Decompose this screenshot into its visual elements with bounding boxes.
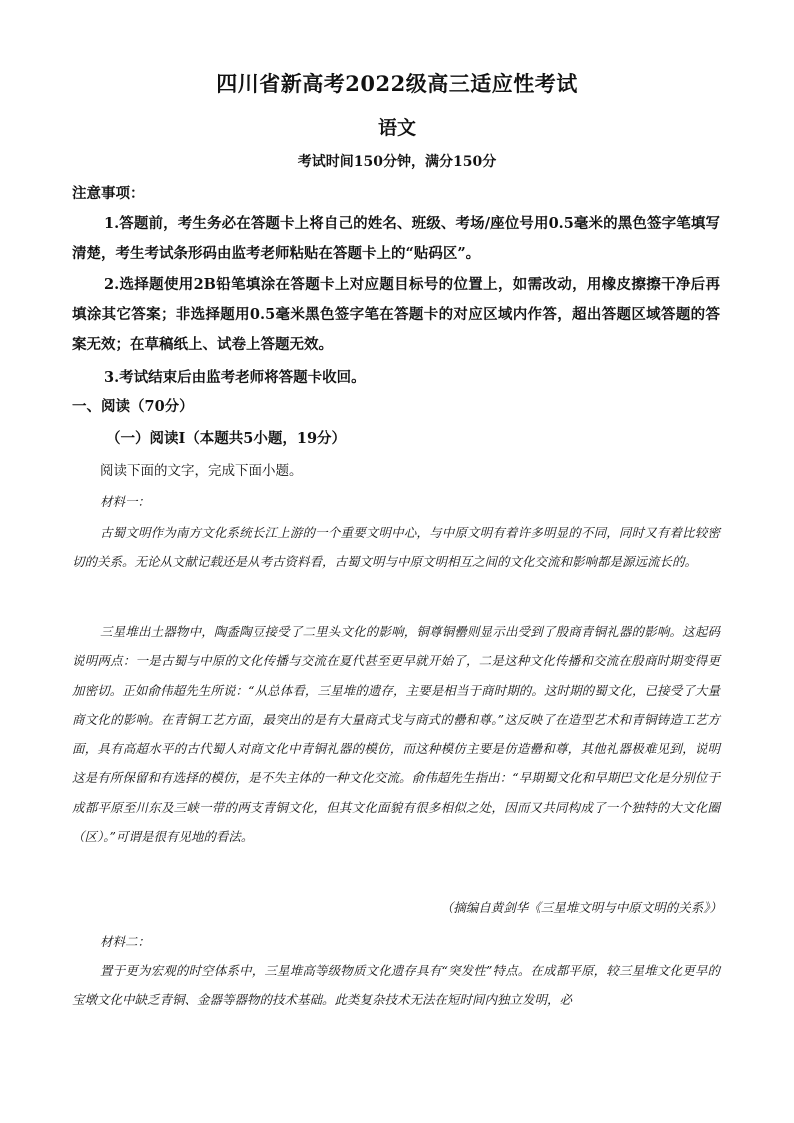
material-1-paragraph-2: 三星堆出土器物中，陶盉陶豆接受了二里头文化的影响，铜尊铜罍则显示出受到了殷商青铜礼器的影响。这起码说明两点：一是古蜀与中原的文化传播与交流在夏代甚至更早就开始了，二是这种文化传播和交流在殷商时期变得更加密切。正如俞伟超先生所说：“从总体看，三星堆的遗存，主要是相当于商时期的。这时期的蜀文化，已接受了大量商文化的影响。在青铜工艺方面，最突出的是有大量商式戈与商式的罍和尊。”这反映了在造型艺术和青铜铸造工艺方面，具有高超水平的古代蜀人对商文化中青铜礼器的模仿，而这种模仿主要是仿造罍和尊，其他礼器极难见到，说明这是有所保留和有选择的模仿，是不失主体的一种文化交流。俞伟超先生指出：“早期蜀文化和早期巴文化是分别位于成都平原至川东及三峡一带的两支青铜文化，但其文化面貌有很多相似之处，因而又共同构成了一个独特的大文化圈（区）。”可谓是很有见地的看法。 — [72, 624, 720, 845]
section-heading: 一、阅读（70分） — [72, 398, 194, 415]
exam-time-info: 考试时间150分钟，满分150分 — [297, 154, 497, 170]
exam-title: 四川省新高考2022级高三适应性考试 — [216, 71, 578, 96]
material-1-source: （摘编自黄剑华《三星堆文明与中原文明的关系》） — [440, 900, 722, 915]
material-1-label: 材料一： — [100, 494, 151, 509]
subject-title: 语文 — [377, 117, 416, 139]
material-1-paragraph-1: 古蜀文明作为南方文化系统长江上游的一个重要文明中心，与中原文明有着许多明显的不同，同时又有着比较密切的关系。无论从文献记载还是从考古资料看，古蜀文明与中原文明相互之间的文化交流和影响都是源远流长的。 — [72, 525, 720, 570]
notice-heading: 注意事项： — [72, 185, 145, 202]
notice-item-3: 3.考试结束后由监考老师将答题卡收回。 — [104, 369, 366, 386]
reading-instruction: 阅读下面的文字，完成下面小题。 — [100, 463, 303, 479]
subsection-heading: （一）阅读Ⅰ（本题共5小题，19分） — [106, 430, 347, 447]
notice-item-2: 2.选择题使用2B铅笔填涂在答题卡上对应题目标号的位置上，如需改动，用橡皮擦擦干净后再填涂其它答案；非选择题用0.5毫米黑色签字笔在答题卡的对应区域内作答，超出答题区域答题的答案无效；在草稿纸上、试卷上答题无效。 — [72, 276, 720, 353]
material-2-label: 材料二： — [100, 934, 151, 949]
notice-item-1: 1.答题前，考生务必在答题卡上将自己的姓名、班级、考场/座位号用0.5毫米的黑色签字笔填写清楚，考生考试条形码由监考老师粘贴在答题卡上的“贴码区”。 — [72, 215, 720, 262]
material-2-paragraph: 置于更为宏观的时空体系中，三星堆高等级物质文化遗存具有“突发性”特点。在成都平原，较三星堆文化更早的宝墩文化中缺乏青铜、金器等器物的技术基础。此类复杂技术无法在短时间内独立发明，必 — [72, 963, 720, 1008]
